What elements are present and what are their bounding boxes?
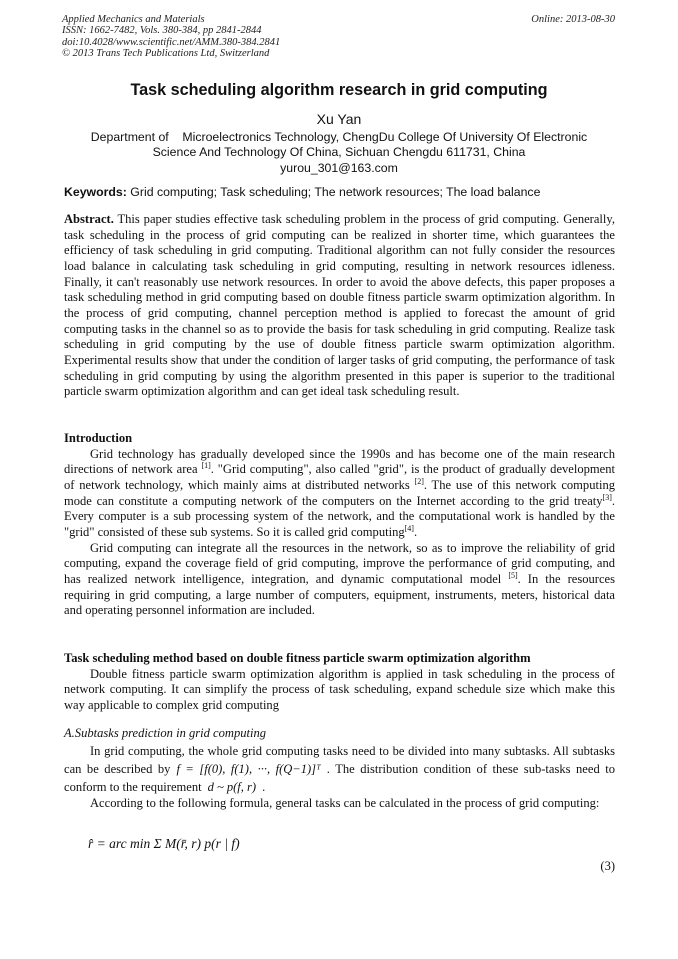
abstract-label: Abstract. (64, 212, 114, 226)
method-section (64, 651, 615, 714)
abstract-text: This paper studies effective task scheduling problem in the process of grid computing. Generally, task scheduling in the process of grid computing can be realized in shorter time, which guarantees the efficiency of task scheduling in grid computing. Traditional algorithm can not fully consider the resources load balance in calculating task scheduling in grid computing, resulting in network resources idleness. Finally, it can't reasonably use network resources. In order to avoid the above defects, this paper proposes a task scheduling method in grid computing based on double fitness particle swarm optimization algorithm. In the process of grid computing, channel perception method is applied to forecast the amount of grid computing tasks in the channel so as to provide the basis for task scheduling in grid computing. Realize task scheduling in grid computing by the use of double fitness particle swarm optimization algorithm. Experimental results show that under the condition of larger tasks of grid computing, the performance of task scheduling in grid computing by using the algorithm presented in this paper is superior to the traditional particle swarm optimization algorithm and can get ideal task scheduling result. (64, 212, 615, 399)
formula-f: f = [f(0), f(1), ···, f(Q−1)]ᵀ (176, 761, 321, 776)
abstract (64, 212, 615, 400)
affiliation-line-1: Department of Microelectronics Technology, ChengDu College Of University Of Electronic (90, 130, 588, 144)
subsection-paragraph-2: According to the following formula, general tasks can be calculated in the process of grid computing: (90, 795, 600, 810)
keywords (64, 185, 619, 199)
subsection-paragraph-1: In grid computing, the whole grid computing tasks need to be divided into many subtasks. All subtasks can be described by f = [f(0), f(1), ···, f(Q−1)]ᵀ . The distribution condition of these sub-tasks need to conform to the requirement d ~ p(f, r) . (64, 743, 615, 794)
method-heading: Task scheduling method based on double fitness particle swarm optimization algorithm (64, 651, 531, 665)
introduction-heading: Introduction (64, 431, 133, 445)
subsection-heading: A.Subtasks prediction in grid computing (64, 726, 267, 740)
formula-d: d ~ p(f, r) (207, 779, 257, 794)
author-email: yurou_301@163.com (280, 160, 398, 175)
citation-2: [2] (414, 476, 424, 486)
citation-3: [3] (602, 492, 612, 502)
method-paragraph: Double fitness particle swarm optimization algorithm is applied in task scheduling in the process of network computing. It can simplify the process of task scheduling, expand schedule size which make this way applicable to complex grid computing (64, 666, 615, 712)
citation-4: [4] (404, 523, 414, 533)
paper-title: Task scheduling algorithm research in grid computing (130, 81, 548, 99)
issn-line: ISSN: 1662-7482, Vols. 380-384, pp 2841-2844 (62, 25, 262, 37)
equation-3: r̂ = arc min Σ M(r̄, r) p(r | f) (88, 836, 240, 851)
introduction-paragraph-1: Grid technology has gradually developed since the 1990s and has become one of the main research directions of network area [1]. "Grid computing", also called "grid", is the product of gradually development of network technology, which mainly aims at distributed networks [2]. The use of this network computing mode can constitute a computing network of the computers on the Internet according to the grid treaty[3]. Every computer is a sub processing system of the network, and the computational work is handled by the "grid" consisted of these sub systems. So it is called grid computing[4]. (64, 446, 616, 539)
keywords-text: Grid computing; Task scheduling; The network resources; The load balance (130, 185, 541, 199)
keywords-label: Keywords: (64, 185, 127, 199)
affiliation (0, 130, 678, 176)
introduction-paragraph-2: Grid computing can integrate all the resources in the network, so as to improve the reliability of grid computing, expand the coverage field of grid computing, improve the performance of grid computing, and has realized network intelligence, integration, and dynamic computational model [5]. In the resources requiring in grid computing, a large number of computers, equipment, instruments, meters, historical data and operating personnel information are included. (64, 540, 615, 618)
equation-number: (3) (600, 859, 615, 873)
citation-1: [1] (201, 461, 211, 471)
copyright-line: © 2013 Trans Tech Publications Ltd, Switzerland (62, 47, 270, 59)
journal-name: Applied Mechanics and Materials (62, 14, 205, 25)
subsection-a (64, 726, 615, 811)
introduction-section (64, 431, 615, 619)
citation-5: [5] (508, 570, 518, 580)
online-date: Online: 2013-08-30 (531, 14, 615, 25)
journal-header (62, 14, 280, 59)
doi-line: doi:10.4028/www.scientific.net/AMM.380-384.2841 (62, 36, 281, 48)
author-name: Xu Yan (316, 111, 362, 127)
affiliation-line-2: Science And Technology Of China, Sichuan Chengdu 611731, China (152, 145, 526, 160)
